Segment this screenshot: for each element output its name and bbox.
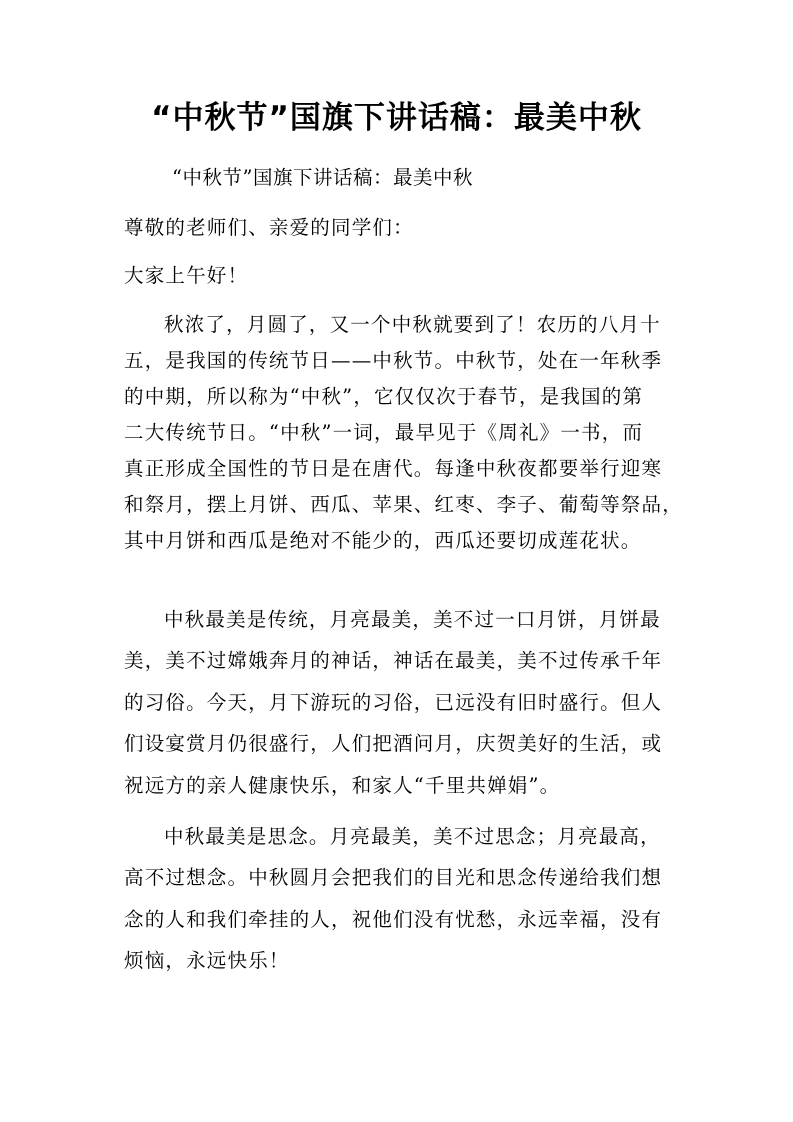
salutation-line: 尊敬的老师们、亲爱的同学们： [124, 216, 414, 239]
paragraph-line: 的中期，所以称为“中秋”，它仅仅次于春节，是我国的第 [124, 385, 644, 408]
paragraph-line: 真正形成全国性的节日是在唐代。每逢中秋夜都要举行迎寒 [124, 457, 663, 480]
paragraph-line: 秋浓了，月圆了，又一个中秋就要到了！农历的八月十 [164, 313, 661, 336]
paragraph-line: 二大传统节日。“中秋”一词，最早见于《周礼》一书，而 [124, 421, 644, 444]
subtitle-line: “中秋节”国旗下讲话稿：最美中秋 [172, 166, 473, 189]
paragraph-line: 祝远方的亲人健康快乐，和家人“千里共婵娟”。 [124, 774, 561, 797]
document-title: “中秋节”国旗下讲话稿：最美中秋 [151, 100, 642, 136]
paragraph-line: 的习俗。今天，月下游玩的习俗，已远没有旧时盛行。但人 [124, 691, 663, 714]
paragraph-line: 美，美不过嫦娥奔月的神话，神话在最美，美不过传承千年 [124, 649, 663, 672]
paragraph-line: 中秋最美是思念。月亮最美，美不过思念；月亮最高， [164, 825, 661, 848]
paragraph-line: 中秋最美是传统，月亮最美，美不过一口月饼，月饼最 [164, 608, 661, 631]
paragraph-line: 五，是我国的传统节日——中秋节。中秋节，处在一年秋季 [124, 349, 663, 372]
paragraph-line: 其中月饼和西瓜是绝对不能少的，西瓜还要切成莲花状。 [124, 529, 642, 552]
paragraph-line: 和祭月，摆上月饼、西瓜、苹果、红枣、李子、葡萄等祭品， [124, 493, 683, 516]
paragraph-line: 们设宴赏月仍很盛行，人们把酒问月，庆贺美好的生活，或 [124, 732, 663, 755]
paragraph-line: 念的人和我们牵挂的人，祝他们没有忧愁，永远幸福，没有 [124, 908, 663, 931]
paragraph-line: 高不过想念。中秋圆月会把我们的目光和思念传递给我们想 [124, 866, 663, 889]
paragraph-line: 烦恼，永远快乐！ [124, 949, 290, 972]
greeting-line: 大家上午好！ [124, 264, 249, 287]
